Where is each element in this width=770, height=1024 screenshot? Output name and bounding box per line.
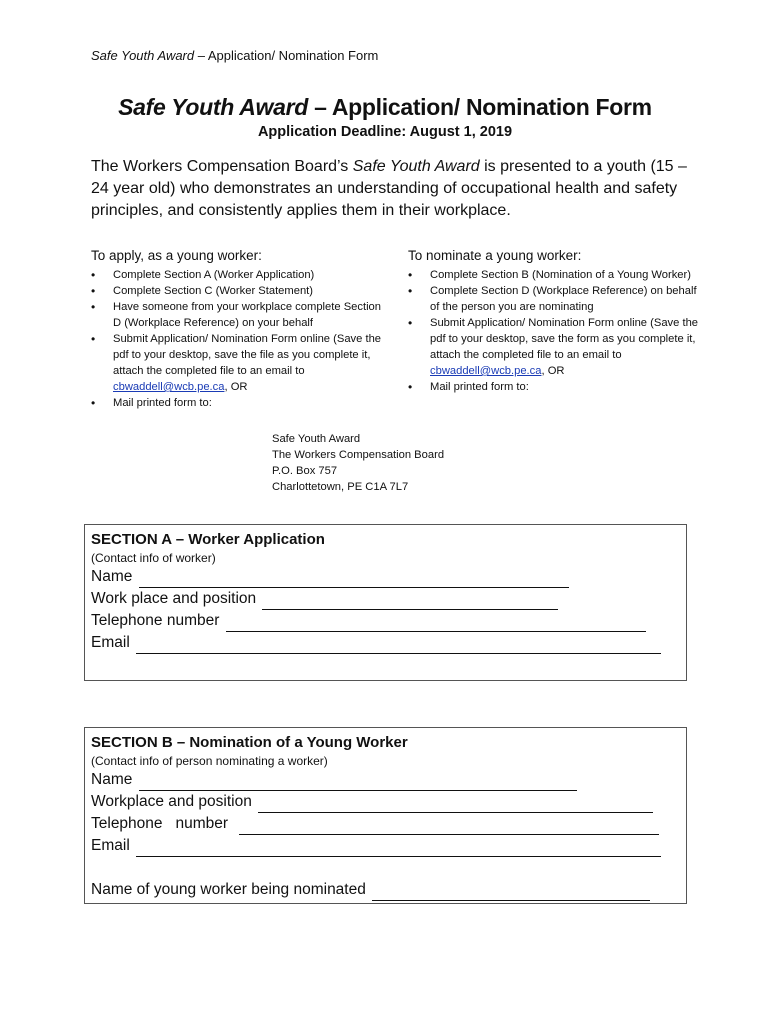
apply-email-link[interactable]: cbwaddell@wcb.pe.ca: [113, 381, 225, 393]
section-b-workplace-field[interactable]: Workplace and position: [91, 791, 680, 813]
section-a-subtitle: (Contact info of worker): [91, 551, 216, 565]
section-a-workplace-field[interactable]: Work place and position: [91, 588, 680, 610]
header-award-name: Safe Youth Award: [91, 48, 195, 63]
section-b-name-line[interactable]: [139, 772, 577, 791]
apply-item: • Have someone from your workplace complete Section D (Workplace Reference) on your behalf: [91, 299, 381, 331]
nominate-item: • Complete Section D (Workplace Reference) on behalf of the person you are nominating: [408, 283, 698, 315]
section-b-email-line[interactable]: [136, 838, 661, 857]
address-line: The Workers Compensation Board: [272, 449, 445, 461]
address-line: Safe Youth Award: [272, 433, 361, 445]
section-a-name-line[interactable]: [139, 569, 569, 588]
intro-after: is presented to a youth (15 – 24 year old) who demonstrates an understanding of occupational health and safety principles, and consistently applies them in their workplace.: [91, 158, 687, 219]
nominate-instructions: [408, 248, 698, 395]
section-b-subtitle: (Contact info of person nominating a worker): [91, 754, 328, 768]
section-a-telephone-line[interactable]: [226, 613, 646, 632]
section-a-telephone-field[interactable]: Telephone number: [91, 610, 680, 632]
section-a-box: [84, 524, 687, 681]
mailing-address: [272, 431, 444, 495]
page-header: [91, 48, 378, 63]
section-b-title: SECTION B – Nomination of a Young Worker: [91, 734, 408, 751]
apply-instructions: [91, 248, 381, 411]
nominate-heading: To nominate a young worker:: [408, 248, 582, 263]
section-b-workplace-line[interactable]: [258, 794, 653, 813]
intro-before: The Workers Compensation Board’s: [91, 158, 353, 175]
intro-paragraph: [91, 156, 691, 222]
section-a-name-field[interactable]: Name: [91, 566, 680, 588]
section-b-email-field[interactable]: Email: [91, 835, 680, 857]
title-award-name: Safe Youth Award: [118, 94, 309, 120]
header-form-name: – Application/ Nomination Form: [194, 48, 379, 63]
apply-item: • Mail printed form to:: [91, 395, 381, 411]
intro-award-name: Safe Youth Award: [352, 158, 480, 175]
nominate-item: • Mail printed form to:: [408, 379, 698, 395]
address-line: P.O. Box 757: [272, 465, 338, 477]
nominate-item: • Submit Application/ Nomination Form online (Save the pdf to your desktop, save the form as you complete it, attach the completed file to an email to cbwaddell@wcb.pe.ca, OR: [408, 315, 698, 379]
nominate-email-link[interactable]: cbwaddell@wcb.pe.ca: [430, 365, 542, 377]
section-a-email-field[interactable]: Email: [91, 632, 680, 654]
nominee-name-line[interactable]: [372, 882, 650, 901]
apply-heading: To apply, as a young worker:: [91, 248, 262, 263]
section-a-workplace-line[interactable]: [262, 591, 558, 610]
title-form-name: – Application/ Nomination Form: [308, 94, 652, 120]
apply-item: • Submit Application/ Nomination Form online (Save the pdf to your desktop, save the file as you complete it, attach the completed file to an email to cbwaddell@wcb.pe.ca, OR: [91, 331, 381, 395]
nominee-name-field[interactable]: Name of young worker being nominated: [91, 879, 680, 901]
section-b-name-field[interactable]: Name: [91, 769, 680, 791]
section-b-telephone-line[interactable]: [239, 816, 659, 835]
application-deadline: Application Deadline: August 1, 2019: [257, 124, 513, 140]
section-b-box: [84, 727, 687, 904]
section-b-telephone-field[interactable]: Telephone number: [91, 813, 680, 835]
address-line: Charlottetown, PE C1A 7L7: [272, 481, 409, 493]
section-a-email-line[interactable]: [136, 635, 661, 654]
apply-item: • Complete Section C (Worker Statement): [91, 283, 381, 299]
section-a-title: SECTION A – Worker Application: [91, 531, 325, 548]
apply-item: • Complete Section A (Worker Application): [91, 267, 381, 283]
nominate-item: • Complete Section B (Nomination of a Young Worker): [408, 267, 698, 283]
page-title: [0, 94, 770, 121]
